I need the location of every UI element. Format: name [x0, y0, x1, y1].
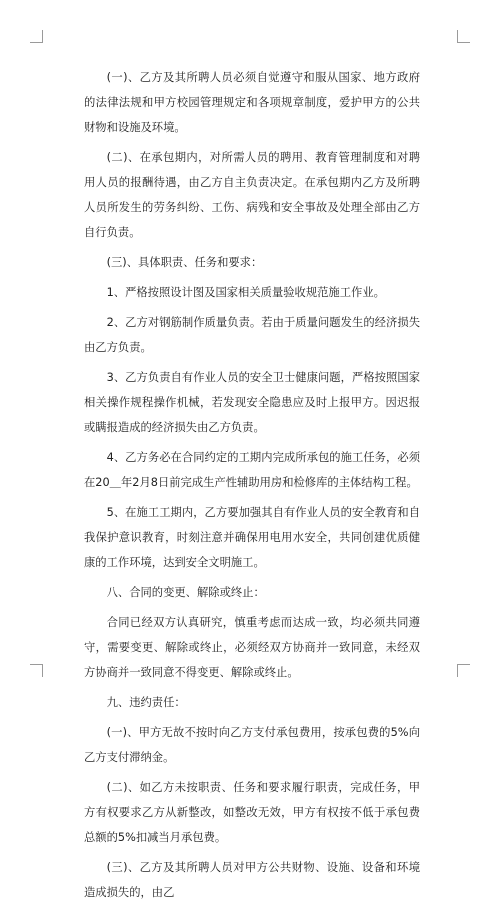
section-heading: 九、违约责任： [106, 696, 186, 709]
document-body [84, 65, 420, 910]
paragraph: (二)、如乙方未按职责、任务和要求履行职责，完成任务，甲方有权要求乙方从新整改，如整改无效，甲方有权按不低于承包费总额的5%扣减当月承包费。 [84, 781, 420, 844]
paragraph: 3、乙方负责自有作业人员的安全卫士健康问题，严格按照国家相关操作规程操作机械，若发现安全隐患应及时上报甲方。因迟报或瞒报造成的经济损失由乙方负责。 [84, 371, 420, 434]
corner-mark-bottom-left [30, 664, 43, 677]
paragraph: 1、严格按照设计图及国家相关质量验收规范施工作业。 [106, 286, 385, 299]
section-heading: 八、合同的变更、解除或终止： [106, 586, 265, 599]
paragraph: 4、乙方务必在合同约定的工期内完成所承包的施工任务，必须在20＿年2月8日前完成生产性辅助用房和检修库的主体结构工程。 [84, 451, 420, 489]
corner-mark-top-left [30, 30, 43, 43]
paragraph: 合同已经双方认真研究，慎重考虑而达成一致，均必须共同遵守，需要变更、解除或终止，必须经双方协商并一致同意，未经双方协商并一致同意不得变更、解除或终止。 [84, 616, 420, 679]
paragraph: 5、在施工工期内，乙方要加强其自有作业人员的安全教育和自我保护意识教育，时刻注意并确保用电用水安全，共同创建优质健康的工作环境，达到安全文明施工。 [84, 506, 420, 569]
corner-mark-bottom-right [457, 664, 470, 677]
section-heading: (三)、具体职责、任务和要求： [106, 256, 263, 269]
paragraph: (二)、在承包期内，对所需人员的聘用、教育管理制度和对聘用人员的报酬待遇，由乙方自主负责决定。在承包期内乙方及所聘人员所发生的劳务纠纷、工伤、病残和安全事故及处理全部由乙方自行负责。 [84, 151, 420, 239]
paragraph: (一)、乙方及其所聘人员必须自觉遵守和服从国家、地方政府的法律法规和甲方校园管理规定和各项规章制度，爱护甲方的公共财物和设施及环境。 [84, 71, 420, 134]
paragraph: (一)、甲方无故不按时向乙方支付承包费用，按承包费的5%向乙方支付滞纳金。 [84, 726, 420, 764]
paragraph: 2、乙方对钢筋制作质量负责。若由于质量问题发生的经济损失由乙方负责。 [84, 316, 420, 354]
corner-mark-top-right [457, 30, 470, 43]
paragraph: (三)、乙方及其所聘人员对甲方公共财物、设施、设备和环境造成损失的，由乙 [84, 861, 420, 899]
